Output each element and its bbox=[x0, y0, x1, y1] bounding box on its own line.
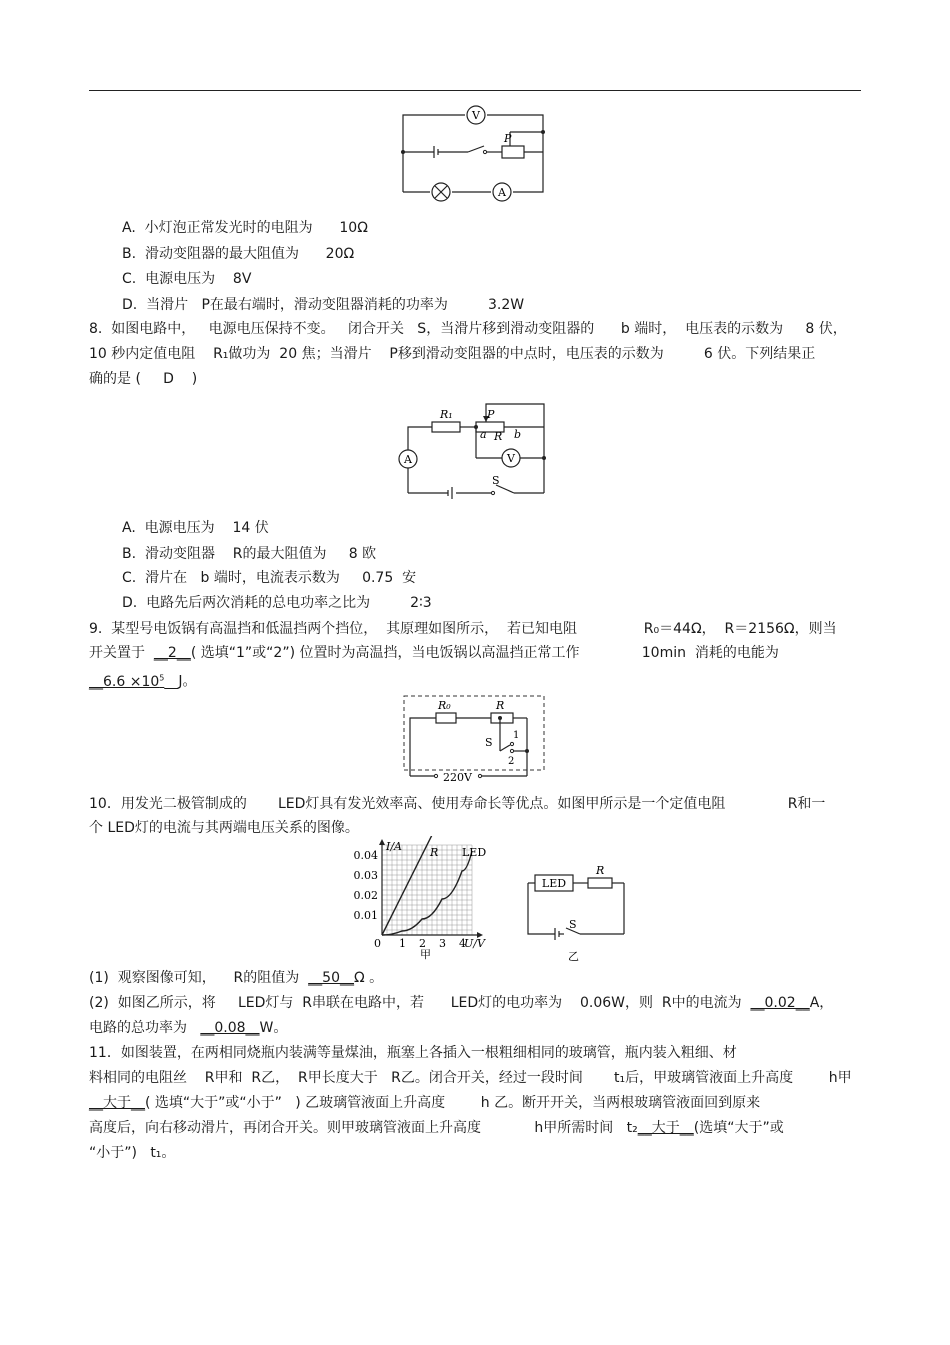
r1-label: R₁ bbox=[440, 408, 453, 421]
switch-label: S bbox=[485, 736, 493, 749]
q10-text: 电路的总功率为 bbox=[89, 1020, 201, 1036]
q9-answer-energy bbox=[89, 674, 164, 690]
q10-sub-3 bbox=[89, 1018, 287, 1038]
q11-line-1: 11．如图装置，在两相同烧瓶内装满等量煤油，瓶塞上各插入一根粗细相同的玻璃管，瓶内装入粗细、材 bbox=[89, 1045, 737, 1061]
q10-stem-line-2: 个 LED灯的电流与其两端电压关系的图像。 bbox=[89, 820, 359, 836]
q8-option-d: D. 电路先后两次消耗的总电功率之比为 2∶3 bbox=[122, 595, 432, 611]
q10-text: (1) 观察图像可知， R的阻值为 bbox=[89, 970, 309, 986]
series-label-r: R bbox=[430, 846, 439, 859]
slider-label: P bbox=[504, 132, 512, 145]
switch-label: S bbox=[492, 474, 500, 487]
q10-text: A， bbox=[809, 995, 834, 1011]
rheostat-label: R bbox=[494, 430, 503, 443]
q9-answer-energy-value: __6.6 ×10 bbox=[89, 673, 160, 690]
r-label: R bbox=[496, 699, 505, 712]
q8-option-b: B. 滑动变阻器 R的最大阻值为 8 欧 bbox=[122, 546, 377, 562]
q10-stem-line-1: 10．用发光二极管制成的 LED灯具有发光效率高、使用寿命长等优点。如图甲所示是一个定值电阻 R和一 bbox=[89, 796, 826, 812]
q9-text: __J。 bbox=[164, 673, 197, 690]
ammeter-label: A bbox=[404, 453, 412, 466]
x-tick-label: 1 bbox=[399, 937, 406, 950]
ammeter-label: A bbox=[498, 186, 506, 199]
x-axis-label: U/V bbox=[464, 937, 485, 950]
position-1-label: 1 bbox=[513, 730, 520, 741]
x-tick-label: 3 bbox=[439, 937, 446, 950]
q9-text: ( 选填“1”或“2”) 位置时为高温挡，当电饭锅以高温挡正常工作 10min 消耗的电能为 bbox=[190, 645, 779, 661]
q10-text: (2) 如图乙所示，将 LED灯与 R串联在电路中，若 LED灯的电功率为 0.06W，则 R中的电流为 bbox=[89, 995, 751, 1011]
series-label-led: LED bbox=[462, 846, 487, 859]
y-tick-label: 0.04 bbox=[353, 849, 378, 862]
q11-answer-1: __大于__ bbox=[89, 1095, 145, 1111]
q9-stem-line-3 bbox=[89, 668, 197, 692]
q8-option-c: C. 滑片在 b 端时，电流表示数为 0.75 安 bbox=[122, 570, 417, 586]
q10-text: Ω 。 bbox=[354, 970, 384, 986]
q11-line-4 bbox=[89, 1118, 784, 1138]
origin-label: 0 bbox=[374, 937, 381, 950]
q7-option-a: A. 小灯泡正常发光时的电阻为 10Ω bbox=[122, 220, 368, 236]
q8-stem-line-1: 8. 如图电路中， 电源电压保持不变。 闭合开关 S，当滑片移到滑动变阻器的 b 端时， 电压表的示数为 8 伏， bbox=[89, 321, 847, 337]
header-rule bbox=[89, 90, 861, 91]
q10-answer-power: __0.08__ bbox=[200, 1020, 260, 1036]
q10-answer-resistance: __50__ bbox=[308, 970, 354, 986]
q9-stem-line-2 bbox=[89, 643, 779, 663]
r0-label: R₀ bbox=[438, 699, 451, 712]
chart-grid bbox=[382, 845, 472, 935]
led-label: LED bbox=[541, 877, 567, 890]
q10-circuit-figure bbox=[522, 862, 630, 962]
voltmeter-label: V bbox=[472, 109, 480, 122]
q9-text: 开关置于 bbox=[89, 645, 154, 661]
q10-answer-current: __0.02__ bbox=[750, 995, 810, 1011]
q11-answer-2: __大于__ bbox=[637, 1120, 694, 1136]
q11-line-2: 料相同的电阻丝 R甲和 R乙， R甲长度大于 R乙。闭合开关，经过一段时间 t₁后，甲玻璃管液面上升高度 h甲 bbox=[89, 1070, 852, 1086]
iv-chart bbox=[350, 836, 500, 960]
q11-text: (选填“大于”或 bbox=[693, 1120, 784, 1136]
q9-answer-position: __2__ bbox=[153, 645, 191, 661]
q11-line-5: “小于”) t₁。 bbox=[89, 1145, 176, 1161]
q8-stem-line-2: 10 秒内定值电阻 R₁做功为 20 焦；当滑片 P移到滑动变阻器的中点时，电压表的示数为 6 伏。下列结果正 bbox=[89, 346, 816, 362]
x-tick-label: 2 bbox=[419, 937, 426, 950]
switch-label: S bbox=[569, 918, 577, 931]
figure-caption-yi: 乙 bbox=[568, 950, 579, 962]
q10-text: W。 bbox=[259, 1020, 288, 1036]
y-tick-label: 0.03 bbox=[353, 869, 378, 882]
q8-option-a: A. 电源电压为 14 伏 bbox=[122, 520, 269, 536]
voltage-label: 220V bbox=[443, 771, 472, 784]
q7-option-d: D. 当滑片 P在最右端时，滑动变阻器消耗的功率为 3.2W bbox=[122, 297, 525, 313]
q10-sub-2 bbox=[89, 993, 833, 1013]
position-2-label: 2 bbox=[508, 756, 515, 767]
q7-circuit-figure bbox=[398, 100, 550, 205]
end-a-label: a bbox=[480, 428, 487, 441]
r-label: R bbox=[596, 864, 605, 877]
q11-line-3 bbox=[89, 1093, 760, 1113]
y-axis-label: I/A bbox=[386, 840, 402, 853]
q9-circuit-figure bbox=[402, 694, 546, 784]
q11-text: 高度后，向右移动滑片，再闭合开关。则甲玻璃管液面上升高度 h甲所需时间 t₂ bbox=[89, 1120, 638, 1136]
x-tick-label: 4 bbox=[459, 937, 466, 950]
q8-stem-line-3: 确的是 ( D ) bbox=[89, 371, 198, 387]
q7-option-b: B. 滑动变阻器的最大阻值为 20Ω bbox=[122, 246, 355, 262]
q11-text: ( 选填“大于”或“小于” ) 乙玻璃管液面上升高度 h 乙。断开开关，当两根玻璃管液面回到原来 bbox=[145, 1095, 761, 1111]
q7-option-c: C. 电源电压为 8V bbox=[122, 271, 252, 287]
slider-label: P bbox=[487, 408, 495, 421]
y-tick-label: 0.01 bbox=[353, 909, 378, 922]
end-b-label: b bbox=[514, 428, 522, 441]
y-tick-label: 0.02 bbox=[353, 889, 378, 902]
q9-stem-line-1: 9. 某型号电饭锅有高温挡和低温挡两个挡位， 其原理如图所示， 若已知电阻 R₀＝44Ω， R＝2156Ω，则当 bbox=[89, 621, 837, 637]
q10-sub-1 bbox=[89, 968, 383, 988]
figure-caption-jia: 甲 bbox=[420, 948, 431, 960]
q9-answer-exponent: 5 bbox=[159, 673, 165, 682]
voltmeter-label: V bbox=[507, 452, 515, 465]
q8-circuit-figure bbox=[396, 400, 550, 500]
